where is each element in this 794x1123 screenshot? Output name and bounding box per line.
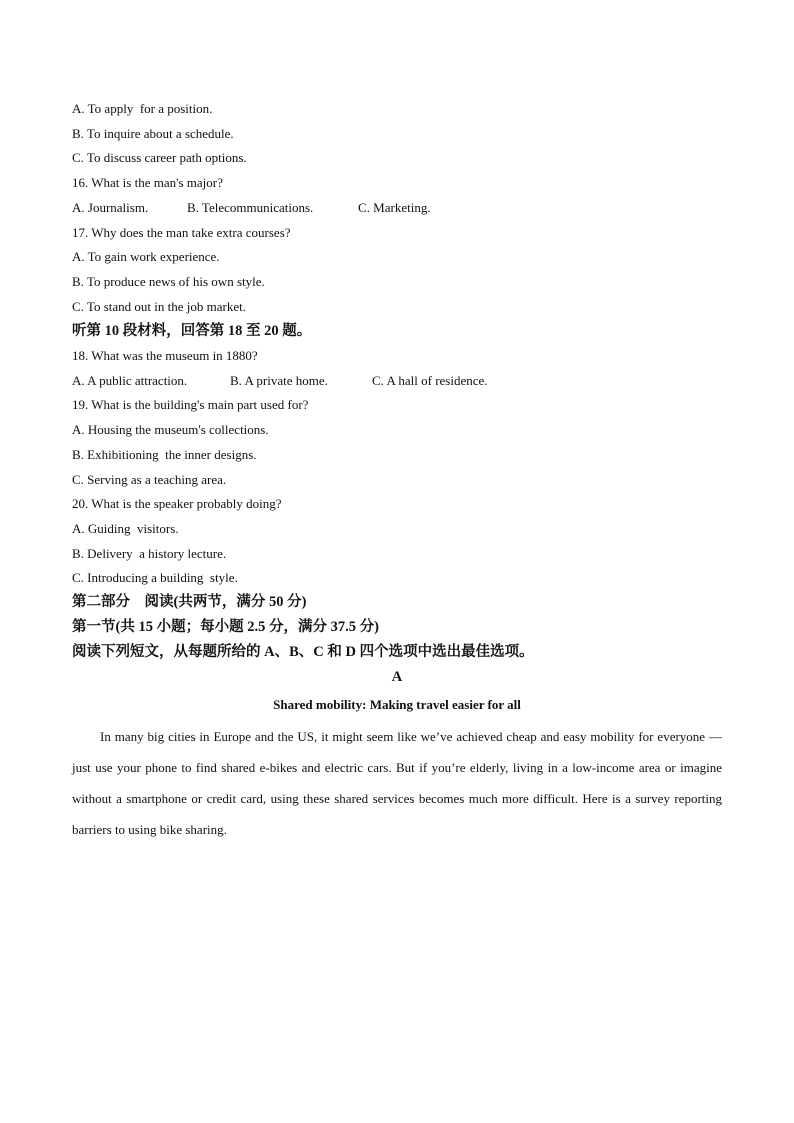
q18-option-a: A. A public attraction. — [72, 373, 188, 388]
q15-option-a: A. To apply for a position. — [72, 101, 213, 116]
q16-question: 16. What is the man's major? — [72, 175, 223, 190]
q17-option-a: A. To gain work experience. — [72, 249, 220, 264]
passage-title: Shared mobility: Making travel easier for all — [273, 697, 521, 712]
section10-heading: 听第 10 段材料，回答第 18 至 20 题。 — [72, 323, 312, 339]
q15-option-b: B. To inquire about a schedule. — [72, 126, 234, 141]
passage-paragraph: In many big cities in Europe and the US, it might seem like we’ve achieved cheap and easy mobility for everyone — just use your phone to find shared e-bikes and electric cars. But if you’re elderly, living in a low-income area or imagine without a smartphone or credit card, using these shared services becomes much more difficult. Here is a survey reporting barriers to using bike sharing. — [72, 729, 722, 837]
q19-option-c: C. Serving as a teaching area. — [72, 472, 227, 487]
q20-question: 20. What is the speaker probably doing? — [72, 496, 282, 511]
q19-question: 19. What is the building's main part used for? — [72, 397, 309, 412]
q20-option-a: A. Guiding visitors. — [72, 521, 179, 536]
q18-option-c: C. A hall of residence. — [372, 373, 488, 388]
q20-option-b: B. Delivery a history lecture. — [72, 546, 227, 561]
q17-option-b: B. To produce news of his own style. — [72, 274, 265, 289]
q17-question: 17. Why does the man take extra courses? — [72, 225, 291, 240]
q20-option-c: C. Introducing a building style. — [72, 570, 238, 585]
q17-option-c: C. To stand out in the job market. — [72, 299, 246, 314]
q16-option-b: B. Telecommunications. — [187, 200, 314, 215]
q16-option-c: C. Marketing. — [358, 200, 431, 215]
section1-heading: 第一节(共 15 小题；每小题 2.5 分，满分 37.5 分) — [72, 619, 379, 635]
q19-option-a: A. Housing the museum's collections. — [72, 422, 269, 437]
q15-option-c: C. To discuss career path options. — [72, 150, 247, 165]
q19-option-b: B. Exhibitioning the inner designs. — [72, 447, 257, 462]
q18-question: 18. What was the museum in 1880? — [72, 348, 258, 363]
q18-option-b: B. A private home. — [230, 373, 328, 388]
part2-heading: 第二部分 阅读(共两节，满分 50 分) — [72, 594, 307, 610]
q16-option-a: A. Journalism. — [72, 200, 149, 215]
passage-letter: A — [391, 669, 403, 685]
reading-instruction: 阅读下列短文，从每题所给的 A、B、C 和 D 四个选项中选出最佳选项。 — [72, 644, 534, 660]
